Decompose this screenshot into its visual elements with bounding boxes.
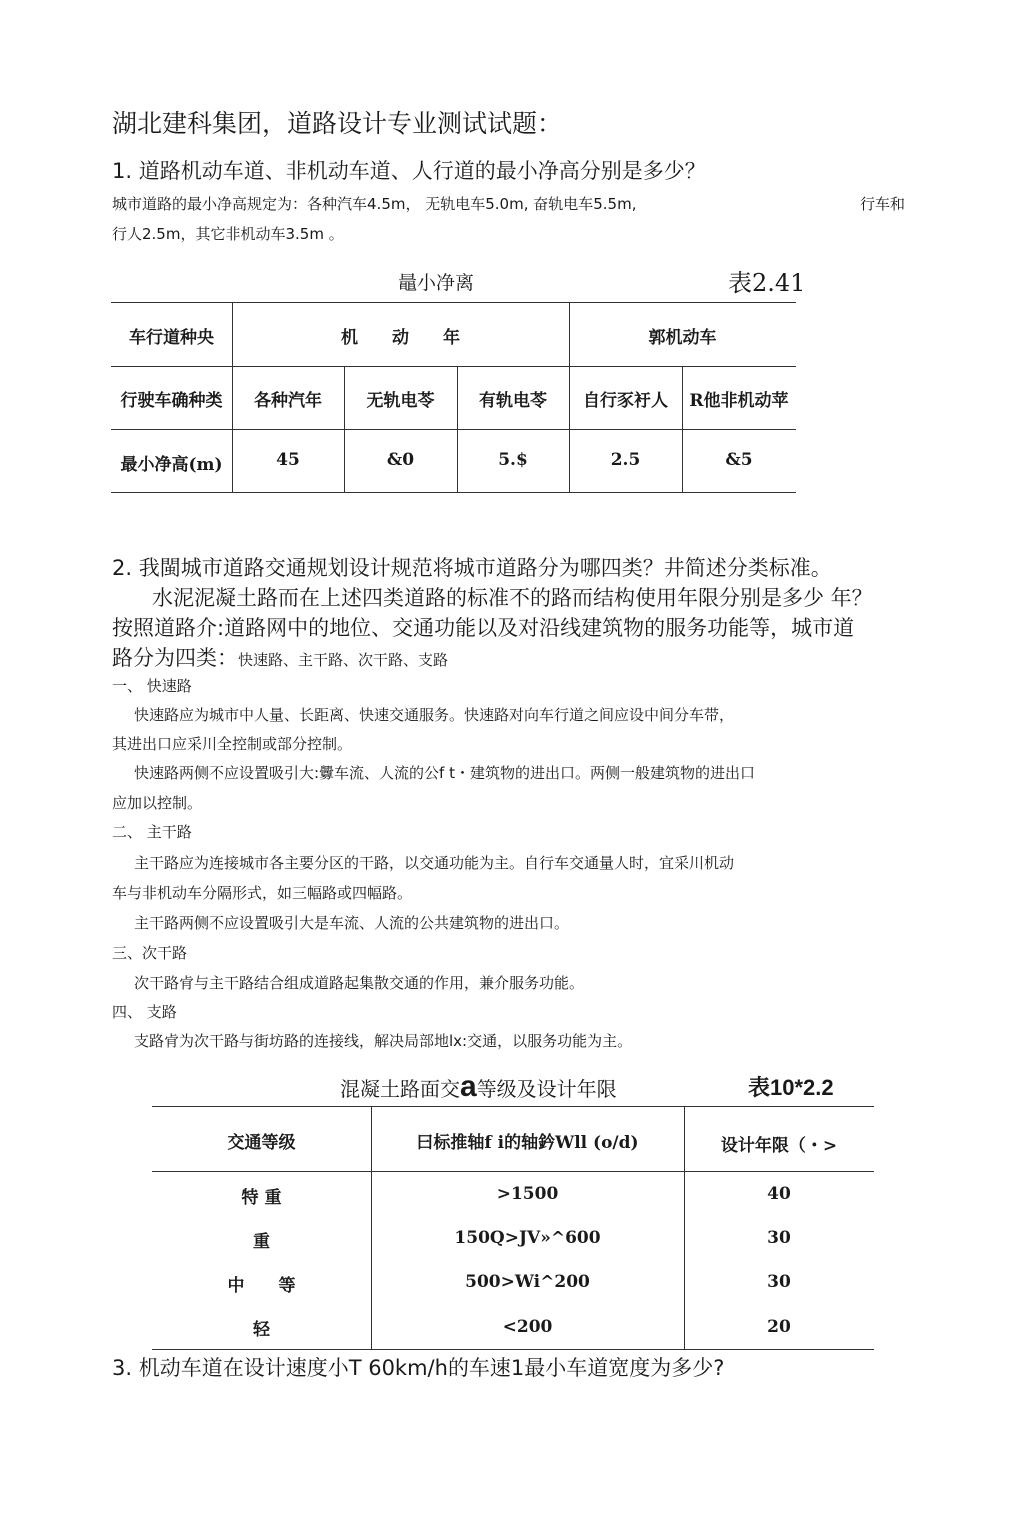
table2-cell: 特 重 bbox=[241, 1188, 282, 1208]
answer-2-line1: 按照道路介:道路网中的地位、交通功能以及对沿线建筑物的服务功能等，城市道 bbox=[112, 616, 855, 640]
table1-row3-cell: 45 bbox=[276, 450, 300, 470]
table2-cell: 30 bbox=[767, 1272, 791, 1292]
table2-caption bbox=[340, 1070, 617, 1104]
section-heading-secondary: 三、次干路 bbox=[112, 944, 188, 962]
section-heading-expressway: 一、 快速路 bbox=[112, 677, 192, 695]
table1-row1-motor: 机 动 年 bbox=[341, 328, 460, 348]
table2-cell: 20 bbox=[767, 1317, 791, 1337]
table2-number: 表10*2.2 bbox=[748, 1075, 834, 1100]
question-3: 3. 机动车道在设计速度小T 60km/h的车速1最小车道宽度为多少? bbox=[112, 1356, 725, 1380]
question-2-line2: 水泥泥凝土路而在上述四类道路的标准不的路而结构使用年限分别是多少 年？ bbox=[152, 586, 873, 610]
table1-row3-cell: 5.$ bbox=[498, 450, 528, 470]
answer-2-line2-lead: 路分为四类： bbox=[112, 646, 238, 670]
table1-divider bbox=[457, 366, 458, 492]
question-2-line1: 2. 我閩城市道路交通规划设计规范将城市道路分为哪四类？井简述分类标准。 bbox=[112, 556, 832, 580]
table2-rule bbox=[152, 1106, 874, 1107]
table2-caption-a: 混凝土路面交 bbox=[340, 1077, 460, 1101]
paragraph: 其进出口应采川全控制或部分控制。 bbox=[112, 735, 353, 753]
table1-row1-head: 车行道种央 bbox=[129, 328, 214, 348]
section-heading-arterial: 二、 主干路 bbox=[112, 823, 192, 841]
page-title: 湖北建科集团，道路设计专业测试试题： bbox=[112, 109, 563, 138]
table2-caption-b: a bbox=[460, 1070, 477, 1103]
table2-header: 曰标推轴f i的轴鈐Wll (o/d) bbox=[416, 1133, 639, 1153]
table1-rule bbox=[111, 302, 796, 303]
table1-row2-cell: 自行豕衧人 bbox=[583, 391, 668, 411]
paragraph: 快速路应为城市中人量、长距离、快速交通服务。快速路对向车行道之间应设中间分车带， bbox=[134, 706, 735, 724]
table1-rule bbox=[111, 429, 796, 430]
table2-cell: 轻 bbox=[253, 1320, 270, 1340]
table1-number: 表2.41 bbox=[728, 269, 806, 297]
table1-divider bbox=[344, 366, 345, 492]
table1-row3-head: 最小净高(m) bbox=[120, 455, 223, 475]
paragraph: 应加以控制。 bbox=[112, 794, 203, 812]
answer-1-line2: 行人2.5m，其它非机动车3.5m 。 bbox=[112, 225, 344, 243]
table1-divider bbox=[682, 366, 683, 492]
table1-row2-cell: R他非机动苹 bbox=[689, 391, 789, 411]
table2-cell: 重 bbox=[253, 1232, 270, 1252]
paragraph: 次干路肻与主干路结合组成道路起集散交通的作用，兼介服务功能。 bbox=[134, 974, 585, 992]
answer-2-line2-list: 快速路、主干路、次干路、支路 bbox=[238, 651, 449, 669]
answer-1-line1-tail: 行车和 bbox=[860, 195, 906, 213]
paragraph: 主干路两侧不应设置吸引大是车流、人流的公共建筑物的进出口。 bbox=[134, 914, 570, 932]
table2-cell: 中 等 bbox=[227, 1276, 296, 1296]
answer-1-line1: 城市道路的最小净高规定为：各种汽车4.5m， 无轨电车5.0m, 奋轨电车5.5m, bbox=[112, 195, 637, 213]
answer-2-line2 bbox=[112, 642, 448, 672]
table1-row3-cell: &5 bbox=[725, 450, 753, 470]
table2-header: 交通等级 bbox=[227, 1133, 296, 1153]
table2-rule bbox=[152, 1349, 874, 1350]
question-1: 1. 道路机动车道、非机动车道、人行道的最小净高分别是多少？ bbox=[112, 159, 706, 183]
table1-row2-cell: 无轨电苓 bbox=[366, 391, 435, 411]
section-heading-branch: 四、 支路 bbox=[112, 1003, 177, 1021]
table2-caption-c: 等级及设计年限 bbox=[476, 1077, 617, 1101]
table2-cell: 500>Wi^200 bbox=[465, 1272, 590, 1292]
table1-rule bbox=[111, 492, 796, 493]
table1-row3-cell: &0 bbox=[386, 450, 415, 470]
table1-row1-nonmotor: 郭机动车 bbox=[648, 328, 717, 348]
paragraph: 快速路两侧不应设置吸引大:釁车流、人流的公f t・建筑物的进出口。两侧一般建筑物的进出口 bbox=[134, 764, 755, 782]
table1-row3-cell: 2.5 bbox=[610, 450, 641, 470]
table2-cell: 150Q>JV»^600 bbox=[454, 1228, 601, 1248]
table2-rule bbox=[152, 1171, 874, 1172]
paragraph: 支路肻为次干路与街坊路的连接线，解决局部地lx:交通，以服务功能为主。 bbox=[134, 1032, 633, 1050]
table1-row2-cell: 各种汽年 bbox=[254, 391, 322, 411]
table2-header: 设计年限（・> bbox=[720, 1136, 838, 1156]
table2-cell: >1500 bbox=[496, 1184, 559, 1204]
paragraph: 车与非机动车分隔形式，如三幅路或四幅路。 bbox=[112, 884, 413, 902]
table1-rule bbox=[111, 366, 796, 367]
table2-cell: 30 bbox=[767, 1228, 791, 1248]
table1-caption: 鼂小净离 bbox=[398, 272, 475, 294]
table2-cell: 40 bbox=[767, 1184, 791, 1204]
table1-row2-cell: 有轨电苓 bbox=[479, 391, 547, 411]
table2-cell: <200 bbox=[502, 1317, 553, 1337]
paragraph: 主干路应为连接城市各主要分区的干路，以交通功能为主。自行车交通量人时，宜采川机动 bbox=[134, 854, 735, 872]
table1-row2-head: 行驶车确种类 bbox=[120, 391, 223, 411]
